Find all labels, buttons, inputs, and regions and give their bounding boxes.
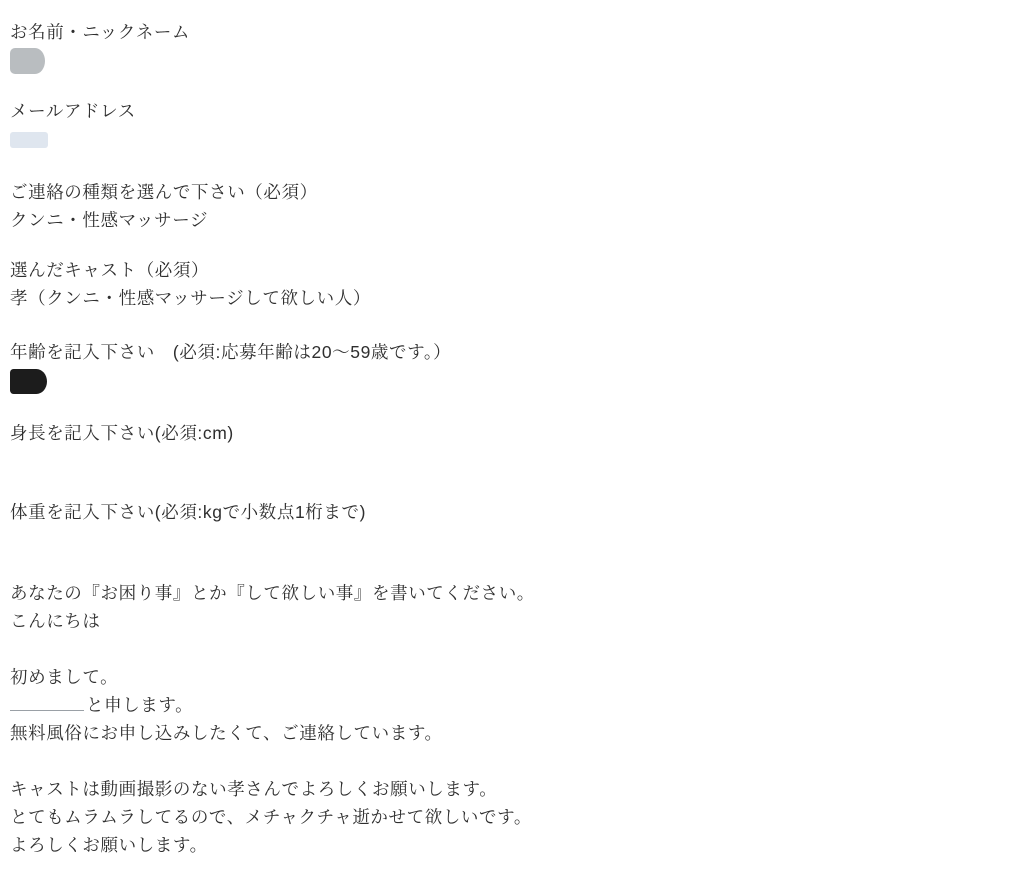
field-label: お名前・ニックネーム [10, 22, 191, 42]
message-line-redacted [10, 691, 535, 719]
field-label: 身長を記入下さい(必須:cm) [10, 423, 234, 443]
field-label: 年齢を記入下さい (必須:応募年齢は20〜59歳です。） [10, 342, 452, 362]
message-body [10, 607, 535, 859]
message-line-suffix: と申します。 [86, 695, 194, 715]
field-value [10, 526, 366, 554]
field-value [10, 366, 451, 394]
field-weight [10, 498, 366, 554]
message-line: よろしくお願いします。 [10, 835, 208, 855]
field-value [10, 447, 234, 475]
field-name-nickname [10, 18, 190, 74]
message-line-blank [10, 635, 535, 663]
field-label: あなたの『お困り事』とか『して欲しい事』を書いてください。 [10, 583, 535, 603]
redacted-value-email [10, 132, 48, 148]
message-line: キャストは動画撮影のない孝さんでよろしくお願いします。 [10, 779, 498, 799]
field-label: メールアドレス [10, 101, 136, 121]
field-height [10, 419, 234, 475]
field-value [10, 125, 136, 153]
redacted-value-sender-name [10, 700, 84, 711]
field-message [10, 579, 535, 859]
field-value [10, 46, 190, 74]
message-line-blank [10, 747, 535, 775]
field-value: クンニ・性感マッサージ [10, 210, 209, 230]
message-line: こんにちは [10, 611, 101, 631]
message-line: 初めまして。 [10, 667, 119, 687]
field-value: 孝（クンニ・性感マッサージして欲しい人） [10, 288, 371, 308]
redacted-value-name [10, 48, 45, 74]
field-label: 体重を記入下さい(必須:kgで小数点1桁まで) [10, 502, 367, 522]
field-contact-type [10, 178, 318, 234]
field-chosen-cast [10, 256, 371, 312]
field-label: ご連絡の種類を選んで下さい（必須） [10, 182, 318, 202]
field-email-address [10, 97, 136, 153]
field-age [10, 338, 451, 394]
message-line: とてもムラムラしてるので、メチャクチャ逝かせて欲しいです。 [10, 807, 532, 827]
redacted-value-age [10, 369, 47, 394]
field-label: 選んだキャスト（必須） [10, 260, 210, 280]
message-line: 無料風俗にお申し込みしたくて、ご連絡しています。 [10, 723, 443, 743]
